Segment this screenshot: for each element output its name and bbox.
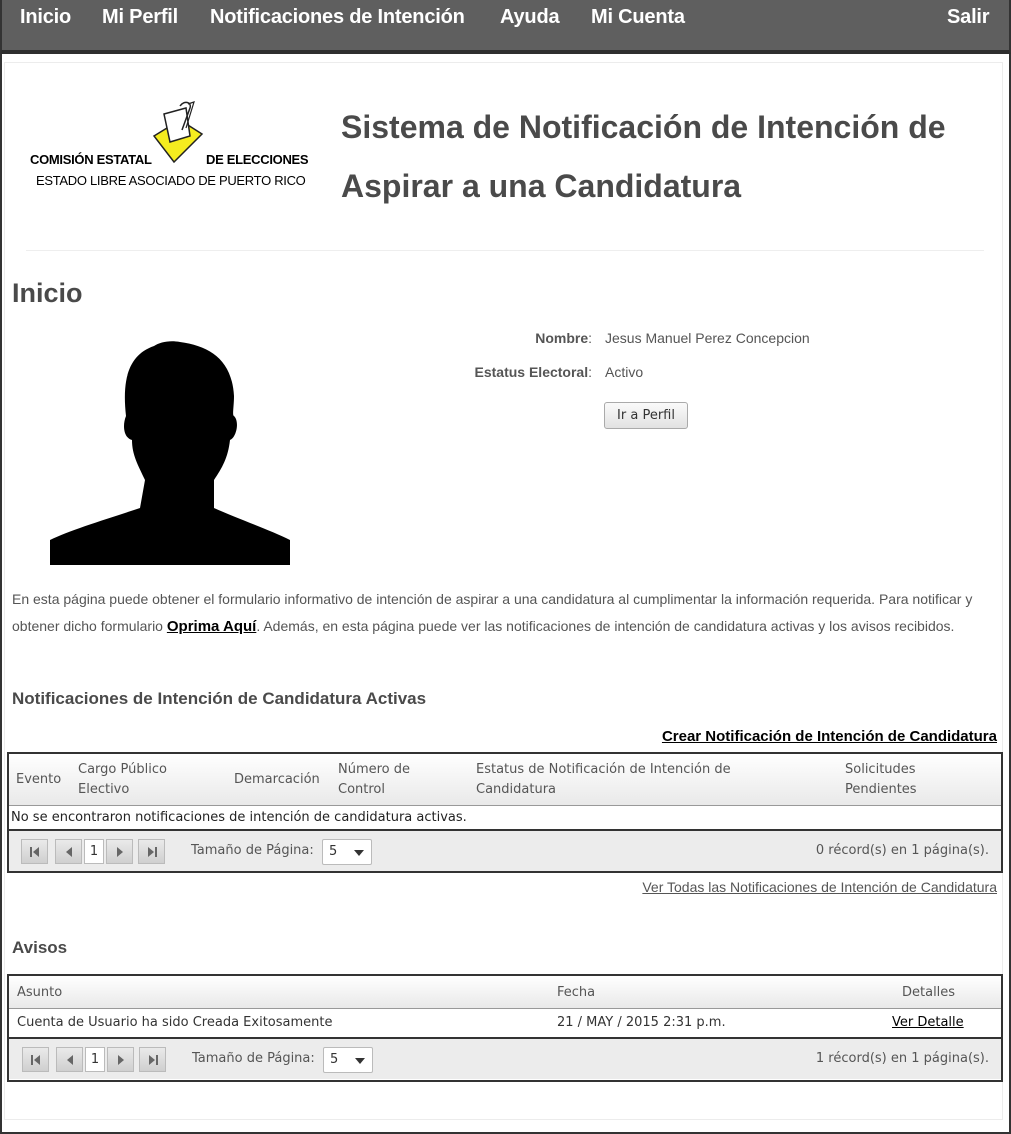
prev-page-icon [64,1054,76,1066]
first-page-icon [29,846,41,858]
pager-summary: 0 récord(s) en 1 página(s). [815,843,989,858]
first-page-icon [30,1054,42,1066]
column-cargo[interactable]: Cargo Público Electivo [78,762,167,797]
current-page-indicator[interactable]: 1 [84,839,104,864]
next-page-icon [115,1054,127,1066]
person-silhouette-icon [50,340,290,565]
page-size-select[interactable]: 5 [322,839,372,865]
table-row [9,1009,1001,1039]
name-label: Nombre: [535,330,592,346]
notice-date: 21 / MAY / 2015 2:31 p.m. [557,1015,726,1030]
page-size-select[interactable]: 5 [323,1047,373,1073]
electoral-status-value: Activo [605,364,644,380]
pager-summary: 1 récord(s) en 1 página(s). [815,1051,989,1066]
chevron-down-icon [354,850,364,856]
next-page-icon [114,846,126,858]
last-page-button[interactable] [139,1047,166,1072]
oprima-aqui-link[interactable]: Oprima Aquí [166,618,257,635]
page-title: Inicio [12,278,83,308]
notice-subject: Cuenta de Usuario ha sido Creada Exitosamente [17,1015,333,1030]
column-asunto[interactable]: Asunto [17,985,63,1000]
page-size-label: Tamaño de Página: [191,843,314,858]
view-detail-link[interactable]: Ver Detalle [892,1015,964,1030]
next-page-button[interactable] [106,839,133,864]
column-numero-control[interactable]: Número de Control [338,762,411,797]
app-title [341,98,991,216]
last-page-button[interactable] [138,839,165,864]
prev-page-button[interactable] [55,839,82,864]
logo-text-left: COMISIÓN ESTATAL [30,152,152,167]
go-to-profile-button[interactable]: Ir a Perfil [604,402,688,429]
next-page-button[interactable] [107,1047,134,1072]
logo-subtitle: ESTADO LIBRE ASOCIADO DE PUERTO RICO [36,173,306,188]
ballot-envelope-icon [150,100,210,168]
grid-header [9,976,1001,1009]
notices-pager [9,1039,1001,1079]
notifications-pager [9,831,1001,871]
app-title-line-2: Aspirar a una Candidatura [341,168,742,204]
prev-page-button[interactable] [56,1047,83,1072]
grid-header [9,754,1001,806]
electoral-status-label: Estatus Electoral: [474,364,592,380]
prev-page-icon [63,846,75,858]
header-divider [26,250,984,251]
app-title-line-1: Sistema de Notificación de Intención de [341,109,946,145]
view-all-notifications-link[interactable]: Ver Todas las Notificaciones de Intención de Candidatura [642,879,997,895]
nav-salir[interactable]: Salir [947,6,990,28]
page-size-label: Tamaño de Página: [192,1051,315,1066]
nav-inicio[interactable]: Inicio [20,6,72,28]
chevron-down-icon [355,1058,365,1064]
column-fecha[interactable]: Fecha [557,985,596,1000]
notices-heading: Avisos [12,938,68,957]
top-navigation [0,0,1011,54]
nav-notificaciones[interactable]: Notificaciones de Intención [210,6,465,28]
notifications-grid [7,752,1003,873]
empty-row: No se encontraron notificaciones de intención de candidatura activas. [9,806,1001,831]
create-notification-link[interactable]: Crear Notificación de Intención de Candidatura [661,728,997,745]
nav-mi-cuenta[interactable]: Mi Cuenta [591,6,685,28]
nav-mi-perfil[interactable]: Mi Perfil [102,6,178,28]
column-estatus[interactable]: Estatus de Notificación de Intención de Candidatura [476,762,731,797]
active-notifications-heading: Notificaciones de Intención de Candidatura Activas [12,689,427,708]
column-evento[interactable]: Evento [16,772,62,787]
current-page-indicator[interactable]: 1 [85,1047,105,1072]
name-value: Jesus Manuel Perez Concepcion [605,330,810,346]
last-page-icon [146,846,158,858]
column-detalles[interactable]: Detalles [902,985,956,1000]
logo-text-right: DE ELECCIONES [206,152,309,167]
column-demarcacion[interactable]: Demarcación [234,772,320,787]
nav-ayuda[interactable]: Ayuda [500,6,560,28]
first-page-button[interactable] [22,1047,49,1072]
column-solicitudes[interactable]: Solicitudes Pendientes [845,762,917,797]
notices-grid [7,974,1003,1082]
first-page-button[interactable] [21,839,48,864]
cee-logo [26,100,316,200]
last-page-icon [147,1054,159,1066]
page-description: En esta página puede obtener el formulario informativo de intención de aspirar a una candidatura al cumplimentar la información requerida. Para notificar y obtener dicho formulario Oprima Aquí. Además, en esta página puede ver las notificaciones de intención de candidatura activas y los avisos recibidos. [12,591,973,635]
